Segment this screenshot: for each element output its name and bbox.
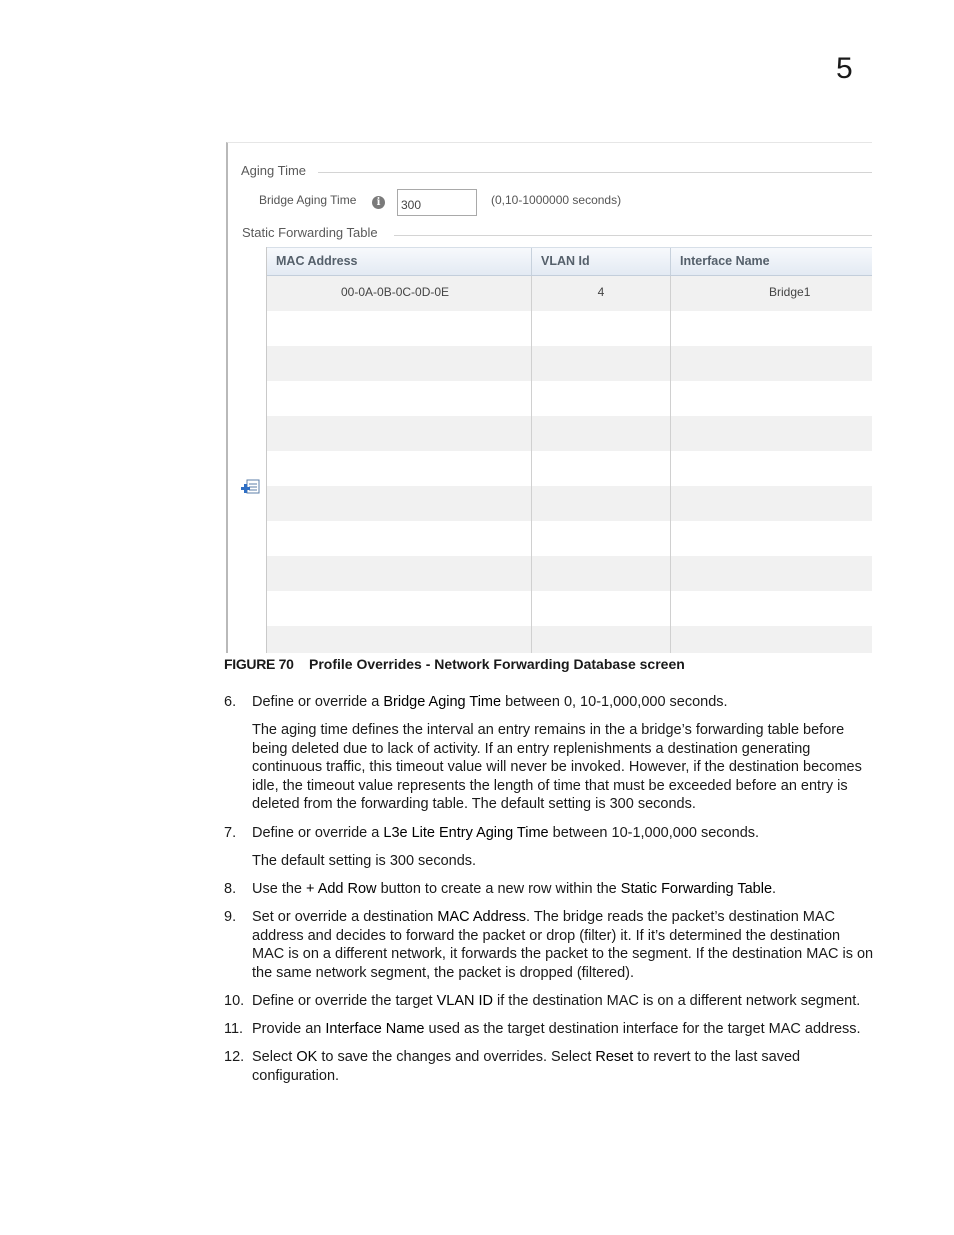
step-text: Define or override the target VLAN ID if the destination MAC is on a different network segment. bbox=[252, 993, 861, 1009]
empty-row bbox=[267, 416, 872, 451]
step-number: 11. bbox=[224, 1021, 244, 1037]
l3e-default-note: The default setting is 300 seconds. bbox=[252, 853, 477, 869]
step-6 bbox=[224, 693, 874, 712]
ui-term: Interface Name bbox=[325, 1021, 425, 1037]
ui-term: Bridge Aging Time bbox=[383, 694, 502, 710]
column-header-mac-address[interactable]: MAC Address bbox=[267, 248, 532, 275]
step-12 bbox=[224, 1048, 874, 1085]
add-row-icon[interactable] bbox=[240, 478, 262, 498]
figure-title: Profile Overrides - Network Forwarding Database screen bbox=[309, 656, 685, 672]
step-number: 7. bbox=[224, 825, 237, 841]
table-row[interactable] bbox=[267, 276, 872, 311]
table-header bbox=[267, 247, 872, 276]
step-9 bbox=[224, 908, 874, 982]
cell-interface-name: Bridge1 bbox=[671, 276, 872, 311]
bridge-aging-time-label: Bridge Aging Time bbox=[259, 193, 357, 207]
figure-label: FIGURE 70 bbox=[224, 656, 294, 672]
ui-term: Reset bbox=[595, 1049, 634, 1065]
empty-row bbox=[267, 451, 872, 486]
static-forwarding-table-title: Static Forwarding Table bbox=[242, 225, 384, 240]
step-11 bbox=[224, 1020, 874, 1039]
aging-range-hint: (0,10-1000000 seconds) bbox=[491, 193, 622, 207]
info-icon[interactable]: i bbox=[372, 196, 385, 209]
column-header-interface-name[interactable]: Interface Name bbox=[671, 248, 872, 275]
static-forwarding-table bbox=[266, 247, 872, 653]
forwarding-database-screenshot bbox=[226, 142, 872, 653]
empty-row bbox=[267, 381, 872, 416]
aging-time-group-title: Aging Time bbox=[241, 163, 312, 178]
aging-time-description: The aging time defines the interval an entry remains in the a bridge’s forwarding table before being deleted due to lack of activity. If an entry replenishments a destination generating continuous traffic, this timeout value will never be invoked. However, if the destination becomes idle, the timeout value represents the length of time that must be exceeded before an entry is deleted from the forwarding table. The default setting is 300 seconds. bbox=[252, 722, 862, 812]
empty-row bbox=[267, 626, 872, 653]
step-7 bbox=[224, 824, 874, 843]
ui-term: Static Forwarding Table bbox=[620, 881, 773, 897]
cell-vlan-id: 4 bbox=[532, 276, 671, 311]
ui-term: MAC Address bbox=[437, 909, 527, 925]
chapter-number: 5 bbox=[836, 52, 853, 85]
step-text: Set or override a destination MAC Address. The bridge reads the packet’s destination MAC address and decides to forward the packet or drop (filter) it. If it’s determined the destination MAC is on a different network, it forwards the packet to the segment. If the destination MAC is on the same network segment, the packet is dropped (filtered). bbox=[252, 909, 874, 981]
table-body bbox=[267, 276, 872, 653]
cell-mac-address: 00-0A-0B-0C-0D-0E bbox=[267, 276, 532, 311]
figure-caption bbox=[224, 656, 685, 672]
empty-row bbox=[267, 311, 872, 346]
step-number: 6. bbox=[224, 694, 237, 710]
step-text: Define or override a L3e Lite Entry Aging Time between 10-1,000,000 seconds. bbox=[252, 825, 760, 841]
aging-group-divider bbox=[318, 172, 872, 173]
step-8 bbox=[224, 880, 874, 899]
step-text: Use the + Add Row button to create a new row within the Static Forwarding Table. bbox=[252, 881, 777, 897]
empty-row bbox=[267, 521, 872, 556]
step-number: 8. bbox=[224, 881, 237, 897]
step-number: 12. bbox=[224, 1049, 245, 1065]
static-table-group-divider bbox=[394, 235, 872, 236]
ui-term: VLAN ID bbox=[436, 993, 493, 1009]
step-text: Select OK to save the changes and overrides. Select Reset to revert to the last saved configuration. bbox=[252, 1049, 801, 1084]
step-number: 10. bbox=[224, 993, 245, 1009]
step-number: 9. bbox=[224, 909, 237, 925]
empty-row bbox=[267, 486, 872, 521]
empty-row bbox=[267, 591, 872, 626]
ui-term: OK bbox=[296, 1049, 318, 1065]
empty-row bbox=[267, 346, 872, 381]
step-text: Provide an Interface Name used as the target destination interface for the target MAC address. bbox=[252, 1021, 861, 1037]
step-text: Define or override a Bridge Aging Time between 0, 10-1,000,000 seconds. bbox=[252, 694, 728, 710]
column-header-vlan-id[interactable]: VLAN Id bbox=[532, 248, 671, 275]
add-row-icon-graphic bbox=[240, 478, 262, 498]
bridge-aging-time-input[interactable] bbox=[397, 189, 477, 216]
step-10 bbox=[224, 992, 874, 1011]
ui-term: L3e Lite Entry Aging Time bbox=[383, 825, 549, 841]
ui-term: + Add Row bbox=[306, 881, 377, 897]
empty-row bbox=[267, 556, 872, 591]
